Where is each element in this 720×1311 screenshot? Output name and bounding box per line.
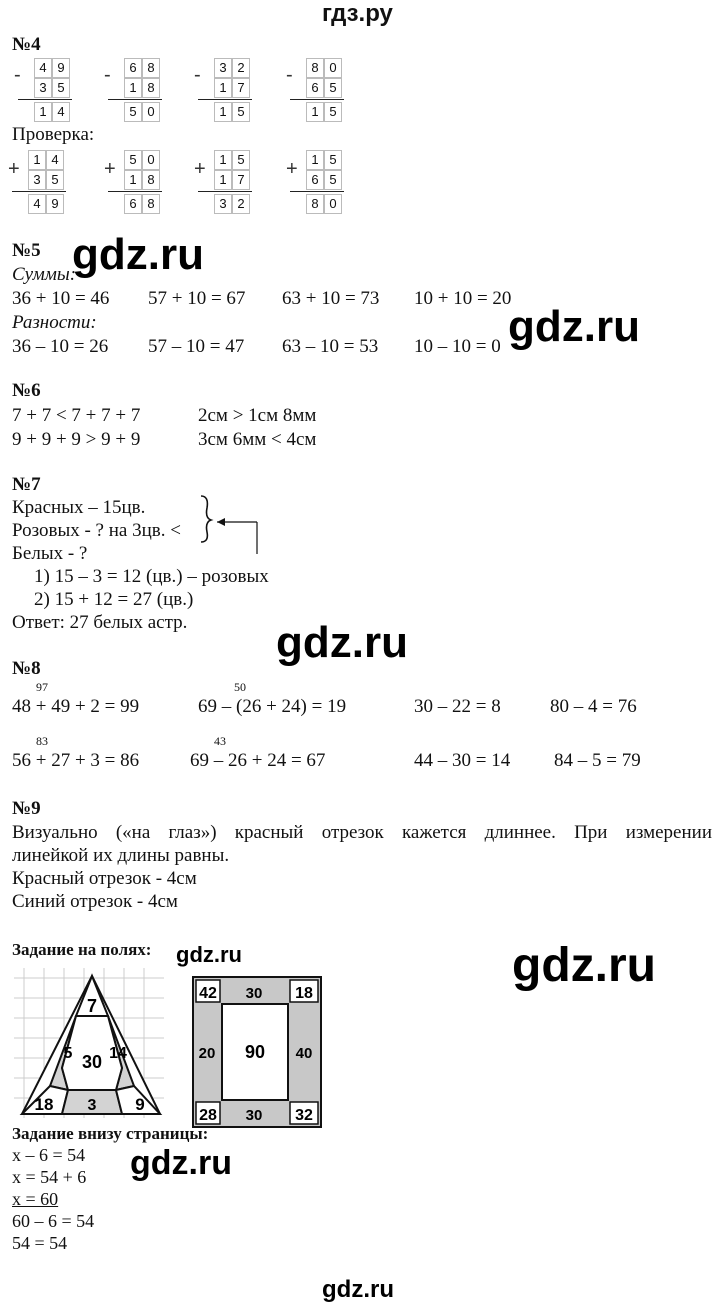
sq-top-right: 18 xyxy=(295,985,313,1002)
sq-bottom-left: 28 xyxy=(199,1107,217,1124)
sub-digit: 5 xyxy=(124,102,142,122)
add-digit: 1 xyxy=(306,150,324,170)
task8-r1-sup-1: 97 xyxy=(36,680,48,694)
brace-arrow-diagram xyxy=(195,494,265,556)
task8-r2-expr-3: 44 – 30 = 14 xyxy=(414,750,511,771)
task8-r2-sup-1: 83 xyxy=(36,734,48,748)
sum-3: 63 + 10 = 73 xyxy=(282,288,380,309)
sq-top-left: 42 xyxy=(199,985,217,1002)
sub-digit: 8 xyxy=(142,78,160,98)
sub-digit: 5 xyxy=(324,102,342,122)
task8-r2-expr-4: 84 – 5 = 79 xyxy=(554,750,641,771)
task8-r1-expr-3: 30 – 22 = 8 xyxy=(414,696,501,717)
add-digit: 2 xyxy=(232,194,250,214)
sub-digit: 1 xyxy=(124,78,142,98)
sub-digit: 3 xyxy=(34,78,52,98)
add-underline xyxy=(108,191,162,192)
add-digit: 9 xyxy=(46,194,64,214)
sq-center: 90 xyxy=(244,1042,266,1062)
diff-2: 57 – 10 = 47 xyxy=(148,336,245,357)
sq-top-middle: 30 xyxy=(245,985,263,1002)
task9-title: №9 xyxy=(12,798,41,819)
watermark: gdz.ru xyxy=(322,1276,394,1303)
sub-digit: 9 xyxy=(52,58,70,78)
task7-white: Белых - ? xyxy=(12,543,88,564)
add-digit: 0 xyxy=(324,194,342,214)
diffs-label: Разности: xyxy=(12,312,97,333)
check-label: Проверка: xyxy=(12,124,95,145)
watermark: gdz.ru xyxy=(130,1144,232,1182)
add-digit: 7 xyxy=(232,170,250,190)
task8-r1-expr-2: 69 – (26 + 24) = 19 xyxy=(198,696,347,717)
add-digit: 4 xyxy=(28,194,46,214)
add-digit: 8 xyxy=(306,194,324,214)
add-digit: 6 xyxy=(306,170,324,190)
sub-digit: 8 xyxy=(142,58,160,78)
watermark: gdz.ru xyxy=(512,939,656,992)
task6-line-2: 2см > 1см 8мм xyxy=(198,405,317,426)
add-digit: 1 xyxy=(28,150,46,170)
sq-middle-right: 40 xyxy=(295,1045,313,1062)
sub-underline xyxy=(18,99,72,100)
tri-bottom-middle: 3 xyxy=(87,1097,97,1114)
task6-line-4: 3см 6мм < 4см xyxy=(198,429,317,450)
diff-1: 36 – 10 = 26 xyxy=(12,336,109,357)
task7-step-1: 1) 15 – 3 = 12 (цв.) – розовых xyxy=(34,566,269,587)
diff-3: 63 – 10 = 53 xyxy=(282,336,379,357)
sub-digit: 1 xyxy=(214,102,232,122)
task6-line-3: 9 + 9 + 9 > 9 + 9 xyxy=(12,429,141,450)
add-digit: 0 xyxy=(142,150,160,170)
sub-digit: 5 xyxy=(52,78,70,98)
margin-task-title: Задание на полях: xyxy=(12,940,152,959)
sub-underline xyxy=(290,99,344,100)
add-digit: 8 xyxy=(142,194,160,214)
add-digit: 5 xyxy=(324,170,342,190)
sub-sign: - xyxy=(194,64,201,86)
task9-blue: Синий отрезок - 4см xyxy=(12,891,178,912)
sub-digit: 0 xyxy=(324,58,342,78)
add-underline xyxy=(198,191,252,192)
bottom-task-title: Задание внизу страницы: xyxy=(12,1124,209,1143)
add-digit: 1 xyxy=(124,170,142,190)
tri-right: 14 xyxy=(109,1045,127,1062)
add-digit: 6 xyxy=(124,194,142,214)
bottom-line-5: 54 = 54 xyxy=(12,1233,68,1253)
task6-line-1: 7 + 7 < 7 + 7 + 7 xyxy=(12,405,141,426)
task8-r2-sup-2: 43 xyxy=(214,734,226,748)
sub-sign: - xyxy=(104,64,111,86)
sub-digit: 3 xyxy=(214,58,232,78)
task7-step-2: 2) 15 + 12 = 27 (цв.) xyxy=(34,589,194,610)
add-sign: + xyxy=(104,158,116,180)
task7-answer: Ответ: 27 белых астр. xyxy=(12,612,188,633)
add-digit: 1 xyxy=(214,150,232,170)
sub-digit: 4 xyxy=(34,58,52,78)
tri-bottom-right: 9 xyxy=(135,1095,145,1114)
task7-title: №7 xyxy=(12,474,41,495)
sq-middle-left: 20 xyxy=(198,1045,216,1062)
magic-square-puzzle xyxy=(192,976,322,1130)
add-sign: + xyxy=(286,158,298,180)
task8-r1-sup-2: 50 xyxy=(234,680,246,694)
sub-digit: 7 xyxy=(232,78,250,98)
task8-r1-expr-4: 80 – 4 = 76 xyxy=(550,696,637,717)
sub-digit: 6 xyxy=(124,58,142,78)
watermark: gdz.ru xyxy=(176,942,242,967)
task4-title: №4 xyxy=(12,34,41,55)
bottom-line-1: x – 6 = 54 xyxy=(12,1145,86,1165)
sum-1: 36 + 10 = 46 xyxy=(12,288,110,309)
add-digit: 4 xyxy=(46,150,64,170)
add-digit: 1 xyxy=(214,170,232,190)
bottom-line-4: 60 – 6 = 54 xyxy=(12,1211,95,1231)
task9-line-2: линейкой их длины равны. xyxy=(12,845,230,866)
add-digit: 5 xyxy=(46,170,64,190)
sub-digit: 0 xyxy=(142,102,160,122)
bottom-line-3: x = 60 xyxy=(12,1189,59,1209)
sub-digit: 6 xyxy=(306,78,324,98)
sub-sign: - xyxy=(286,64,293,86)
sums-label: Суммы: xyxy=(12,264,77,285)
bottom-task-solution xyxy=(12,1144,94,1254)
add-sign: + xyxy=(8,158,20,180)
watermark: gdz.ru xyxy=(72,230,204,279)
add-digit: 5 xyxy=(324,150,342,170)
sq-bottom-right: 32 xyxy=(295,1107,313,1124)
task8-r2-expr-1: 56 + 27 + 3 = 86 xyxy=(12,750,140,771)
task8-r2-expr-2: 69 – 26 + 24 = 67 xyxy=(190,750,326,771)
sub-digit: 4 xyxy=(52,102,70,122)
watermark: gdz.ru xyxy=(508,302,640,351)
add-underline xyxy=(12,191,66,192)
tri-bottom-left: 18 xyxy=(34,1095,54,1114)
add-sign: + xyxy=(194,158,206,180)
sub-underline xyxy=(108,99,162,100)
add-digit: 3 xyxy=(28,170,46,190)
diff-4: 10 – 10 = 0 xyxy=(414,336,501,357)
add-digit: 8 xyxy=(142,170,160,190)
sub-digit: 8 xyxy=(306,58,324,78)
sub-underline xyxy=(198,99,252,100)
task7-red: Красных – 15цв. xyxy=(12,497,146,518)
task9-line-1: Визуально («на глаз») красный отрезок кажется длиннее. При измерении xyxy=(12,822,712,843)
watermark: gdz.ru xyxy=(276,618,408,667)
task8-r1-expr-1: 48 + 49 + 2 = 99 xyxy=(12,696,140,717)
sub-digit: 5 xyxy=(324,78,342,98)
sum-2: 57 + 10 = 67 xyxy=(148,288,246,309)
sub-digit: 2 xyxy=(232,58,250,78)
site-header: гдз.ру xyxy=(322,0,393,27)
triangle-puzzle xyxy=(14,968,164,1128)
sub-digit: 1 xyxy=(306,102,324,122)
add-digit: 3 xyxy=(214,194,232,214)
sub-digit: 1 xyxy=(34,102,52,122)
task5-title: №5 xyxy=(12,240,41,261)
add-digit: 5 xyxy=(232,150,250,170)
sub-digit: 1 xyxy=(214,78,232,98)
task6-title: №6 xyxy=(12,380,41,401)
sub-sign: - xyxy=(14,64,21,86)
add-digit: 5 xyxy=(124,150,142,170)
tri-center: 30 xyxy=(81,1052,103,1072)
sum-4: 10 + 10 = 20 xyxy=(414,288,512,309)
add-underline xyxy=(290,191,344,192)
task9-red: Красный отрезок - 4см xyxy=(12,868,197,889)
task8-title: №8 xyxy=(12,658,41,679)
sq-bottom-middle: 30 xyxy=(245,1107,263,1124)
bottom-line-2: x = 54 + 6 xyxy=(12,1167,87,1187)
sub-digit: 5 xyxy=(232,102,250,122)
tri-top: 7 xyxy=(86,996,98,1016)
task7-pink: Розовых - ? на 3цв. < xyxy=(12,520,181,541)
tri-left: 5 xyxy=(63,1045,73,1062)
